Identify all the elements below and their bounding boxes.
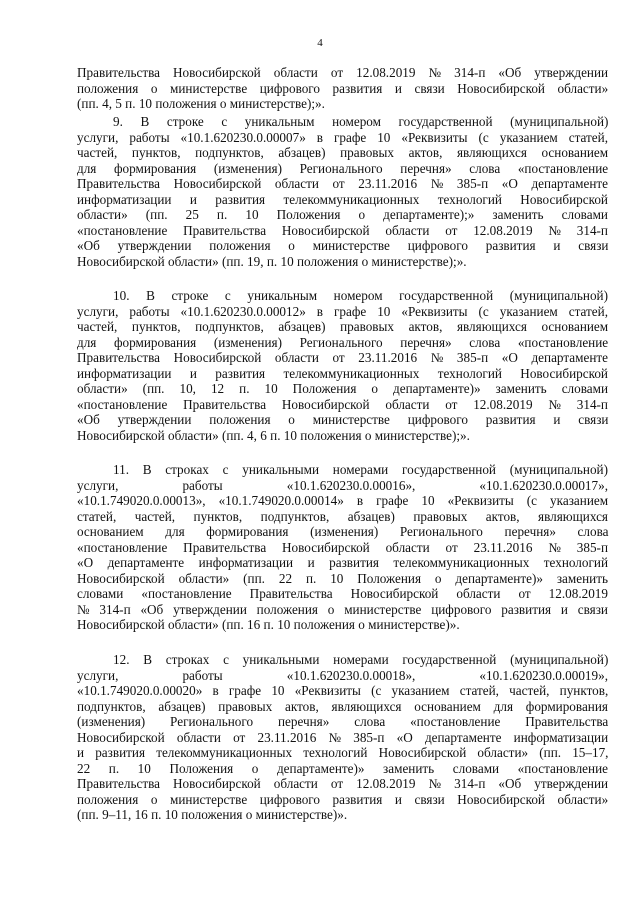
text-line: подпунктов, абзацев) правовых актов, являющихся основанием для формирования	[77, 698, 608, 714]
text-line: Правительства Новосибирской области от 12.08.2019 № 314-п «Об утверждении	[77, 65, 609, 80]
text-line: 10. В строке с уникальным номером государственной (муниципальной)	[113, 288, 608, 303]
text-line: и развития телекоммуникационных технологий Новосибирской области» (пп. 15–17,	[77, 745, 609, 761]
text-line: 12. В строках с уникальными номерами государственной (муниципальной)	[113, 652, 609, 667]
text-line: области» (пп. 25 п. 10 Положения о департаменте);» заменить словами	[77, 207, 608, 223]
text-line: (изменения) Регионального перечня» слова «постановление Правительства	[77, 714, 609, 730]
page-number: 4	[317, 37, 323, 49]
text-line: «О департаменте информатизации и развития телекоммуникационных технологий	[77, 555, 608, 571]
text-line: области» (пп. 10, 12 п. 10 Положения о департаменте)» заменить словами	[77, 381, 609, 397]
text-line: положения о министерстве цифрового развития и связи Новосибирской области»	[77, 791, 609, 807]
text-line: (пп. 9–11, 16 п. 10 положения о министерстве)».	[77, 807, 348, 823]
text-line: 22 п. 10 Положения о департаменте)» заменить словами «постановление	[77, 760, 608, 776]
paragraph-item-10	[77, 288, 608, 443]
text-line: статей, частей, пунктов, подпунктов, абзацев) правовых актов, являющихся	[77, 508, 608, 524]
text-line: Новосибирской области от 23.11.2016 № 385-п «О департаменте информатизации	[77, 729, 609, 745]
text-line: услуги, работы «10.1.620230.0.00018», «10.1.620230.0.00019»,	[77, 667, 608, 683]
text-line: частей, пунктов, подпунктов, абзацев) правовых актов, являющихся основанием	[77, 319, 609, 335]
text-line: услуги, работы «10.1.620230.0.00012» в графе 10 «Реквизиты (с указанием статей,	[77, 303, 608, 319]
text-line: Правительства Новосибирской области от 12.08.2019 № 314-п «Об утверждении	[77, 776, 609, 792]
text-line: информатизации и развития телекоммуникационных технологий Новосибирской	[77, 365, 608, 381]
text-line: положения о министерстве цифрового развития и связи Новосибирской области»	[77, 80, 609, 96]
text-line: «10.1.749020.0.00013», «10.1.749020.0.00014» в графе 10 «Реквизиты (с указанием	[77, 493, 609, 509]
text-line: для формирования (изменения) Регионального перечня» слова «постановление	[77, 334, 609, 350]
text-line: Правительства Новосибирской области от 23.11.2016 № 385-п «О департаменте	[77, 176, 608, 192]
text-line: для формирования (изменения) Регионального перечня» слова «постановление	[77, 160, 609, 176]
text-line: Новосибирской области» (пп. 4, 6 п. 10 положения о министерстве);».	[77, 427, 470, 443]
text-line: услуги, работы «10.1.620230.0.00016», «10.1.620230.0.00017»,	[77, 477, 608, 493]
paragraph-item-9	[77, 114, 608, 269]
text-line: частей, пунктов, подпунктов, абзацев) правовых актов, являющихся основанием	[77, 145, 609, 161]
text-line: Новосибирской области» (пп. 19, п. 10 положения о министерстве);».	[77, 253, 467, 269]
text-line: информатизации и развития телекоммуникационных технологий Новосибирской	[77, 191, 608, 207]
text-line: 11. В строках с уникальными номерами государственной (муниципальной)	[113, 462, 608, 477]
paragraph-intro-continuation	[77, 65, 608, 112]
text-line: «Об утверждении положения о министерстве цифрового развития и связи	[77, 238, 609, 254]
text-line: № 314-п «Об утверждении положения о министерстве цифрового развития и связи	[77, 601, 608, 617]
paragraph-item-12	[77, 652, 608, 823]
text-line: (пп. 4, 5 п. 10 положения о министерстве);».	[77, 96, 325, 112]
text-line: «10.1.749020.0.00020» в графе 10 «Реквизиты (с указанием статей, частей, пунктов,	[77, 683, 609, 699]
text-line: 9. В строке с уникальным номером государственной (муниципальной)	[113, 114, 609, 129]
text-line: основанием для формирования (изменения) Регионального перечня» слова	[77, 524, 609, 540]
text-line: «Об утверждении положения о министерстве цифрового развития и связи	[77, 412, 609, 428]
text-line: услуги, работы «10.1.620230.0.00007» в графе 10 «Реквизиты (с указанием статей,	[77, 129, 608, 145]
text-line: «постановление Правительства Новосибирской области от 12.08.2019 № 314-п	[77, 396, 608, 412]
text-line: словами «постановление Правительства Новосибирской области от 12.08.2019	[77, 586, 608, 602]
text-line: Новосибирской области» (пп. 16 п. 10 положения о министерстве)».	[77, 617, 460, 633]
paragraph-item-11	[77, 462, 608, 633]
text-line: «постановление Правительства Новосибирской области от 23.11.2016 № 385-п	[77, 539, 608, 555]
text-line: «постановление Правительства Новосибирской области от 12.08.2019 № 314-п	[77, 222, 608, 238]
text-line: Правительства Новосибирской области от 23.11.2016 № 385-п «О департаменте	[77, 350, 608, 366]
text-line: Новосибирской области» (пп. 22 п. 10 Положения о департаменте)» заменить	[77, 570, 608, 586]
